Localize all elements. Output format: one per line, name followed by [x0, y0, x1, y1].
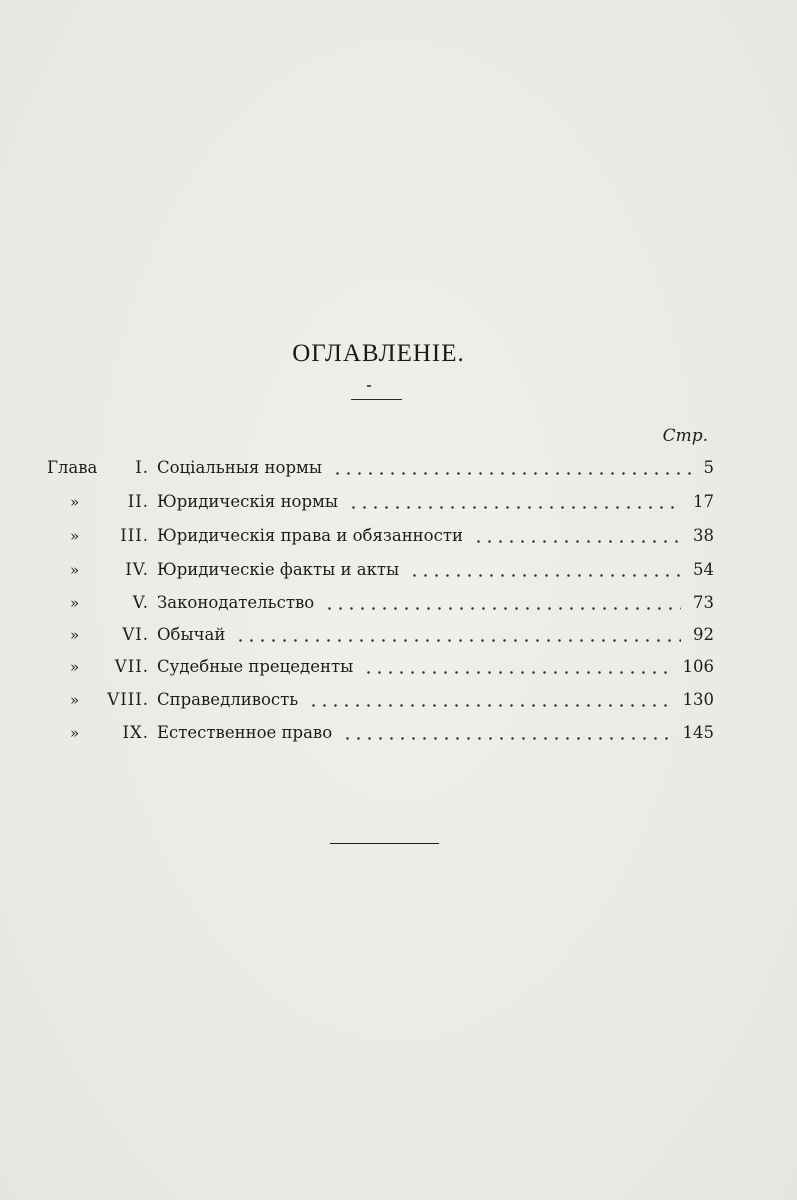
toc-entry-numeral: II. — [127, 492, 149, 511]
toc-entry-numeral: III. — [120, 526, 149, 545]
toc-entry-prefix: » — [70, 493, 80, 511]
toc-entry-page: 73 — [693, 593, 714, 612]
toc-entry-leader-dots — [342, 737, 670, 740]
toc-entry-leader-dots — [473, 540, 681, 543]
toc-entry-leader-dots — [348, 506, 681, 509]
toc-entry[interactable] — [40, 687, 714, 713]
toc-entry[interactable] — [40, 654, 714, 680]
toc-entry-numeral: VII. — [114, 657, 149, 676]
toc-entry-numeral: VI. — [122, 625, 149, 644]
toc-entry-prefix: Глава — [47, 458, 98, 477]
toc-entry-prefix: » — [70, 527, 80, 545]
title-ornament-dot — [367, 385, 371, 387]
toc-entry-prefix: » — [70, 594, 80, 612]
toc-entry-page: 130 — [682, 690, 714, 709]
page-column-header: Стр. — [662, 426, 708, 446]
toc-entry-numeral: I. — [135, 458, 149, 477]
toc-entry-page: 17 — [693, 492, 714, 511]
toc-entry-title: Законодательство — [157, 593, 315, 612]
toc-entry-title: Справедливость — [157, 690, 299, 709]
toc-entry[interactable] — [40, 557, 714, 583]
toc-entry-page: 5 — [703, 458, 714, 477]
toc-entry-prefix: » — [70, 561, 80, 579]
toc-entry[interactable] — [40, 489, 714, 515]
toc-entry-leader-dots — [409, 574, 681, 577]
toc-entry-prefix: » — [70, 691, 80, 709]
toc-entry-title: Юридическіе факты и акты — [157, 560, 400, 579]
toc-entry-title: Юридическія нормы — [157, 492, 339, 511]
toc-entry-prefix: » — [70, 724, 80, 742]
toc-entry-numeral: V. — [132, 593, 149, 612]
toc-entry[interactable] — [40, 720, 714, 746]
toc-entry-title: Естественное право — [157, 723, 333, 742]
toc-entry[interactable] — [40, 455, 714, 481]
toc-entry[interactable] — [40, 523, 714, 549]
toc-entry-page: 38 — [693, 526, 714, 545]
toc-entry-prefix: » — [70, 626, 80, 644]
toc-entry-leader-dots — [308, 704, 670, 707]
toc-entry-leader-dots — [332, 472, 691, 475]
toc-entry-leader-dots — [235, 639, 681, 642]
toc-entry[interactable] — [40, 622, 714, 648]
toc-entry-page: 106 — [682, 657, 714, 676]
toc-entry-page: 92 — [693, 625, 714, 644]
toc-entry-leader-dots — [324, 607, 681, 610]
closing-rule — [330, 843, 439, 844]
title-underline-rule — [351, 399, 402, 400]
toc-entry-prefix: » — [70, 658, 80, 676]
toc-title: ОГЛАВЛЕНІЕ. — [292, 340, 465, 367]
toc-entry-numeral: IX. — [122, 723, 149, 742]
toc-entry-title: Обычай — [157, 625, 226, 644]
toc-entry-numeral: IV. — [125, 560, 149, 579]
toc-entry-title: Судебные прецеденты — [157, 657, 354, 676]
toc-entry-page: 54 — [693, 560, 714, 579]
toc-entry-title: Соціальныя нормы — [157, 458, 322, 477]
toc-entry-page: 145 — [682, 723, 714, 742]
toc-entry-title: Юридическія права и обязанности — [157, 526, 463, 545]
toc-entry-numeral: VIII. — [107, 690, 149, 709]
toc-entry-leader-dots — [363, 671, 670, 674]
toc-entry[interactable] — [40, 590, 714, 616]
